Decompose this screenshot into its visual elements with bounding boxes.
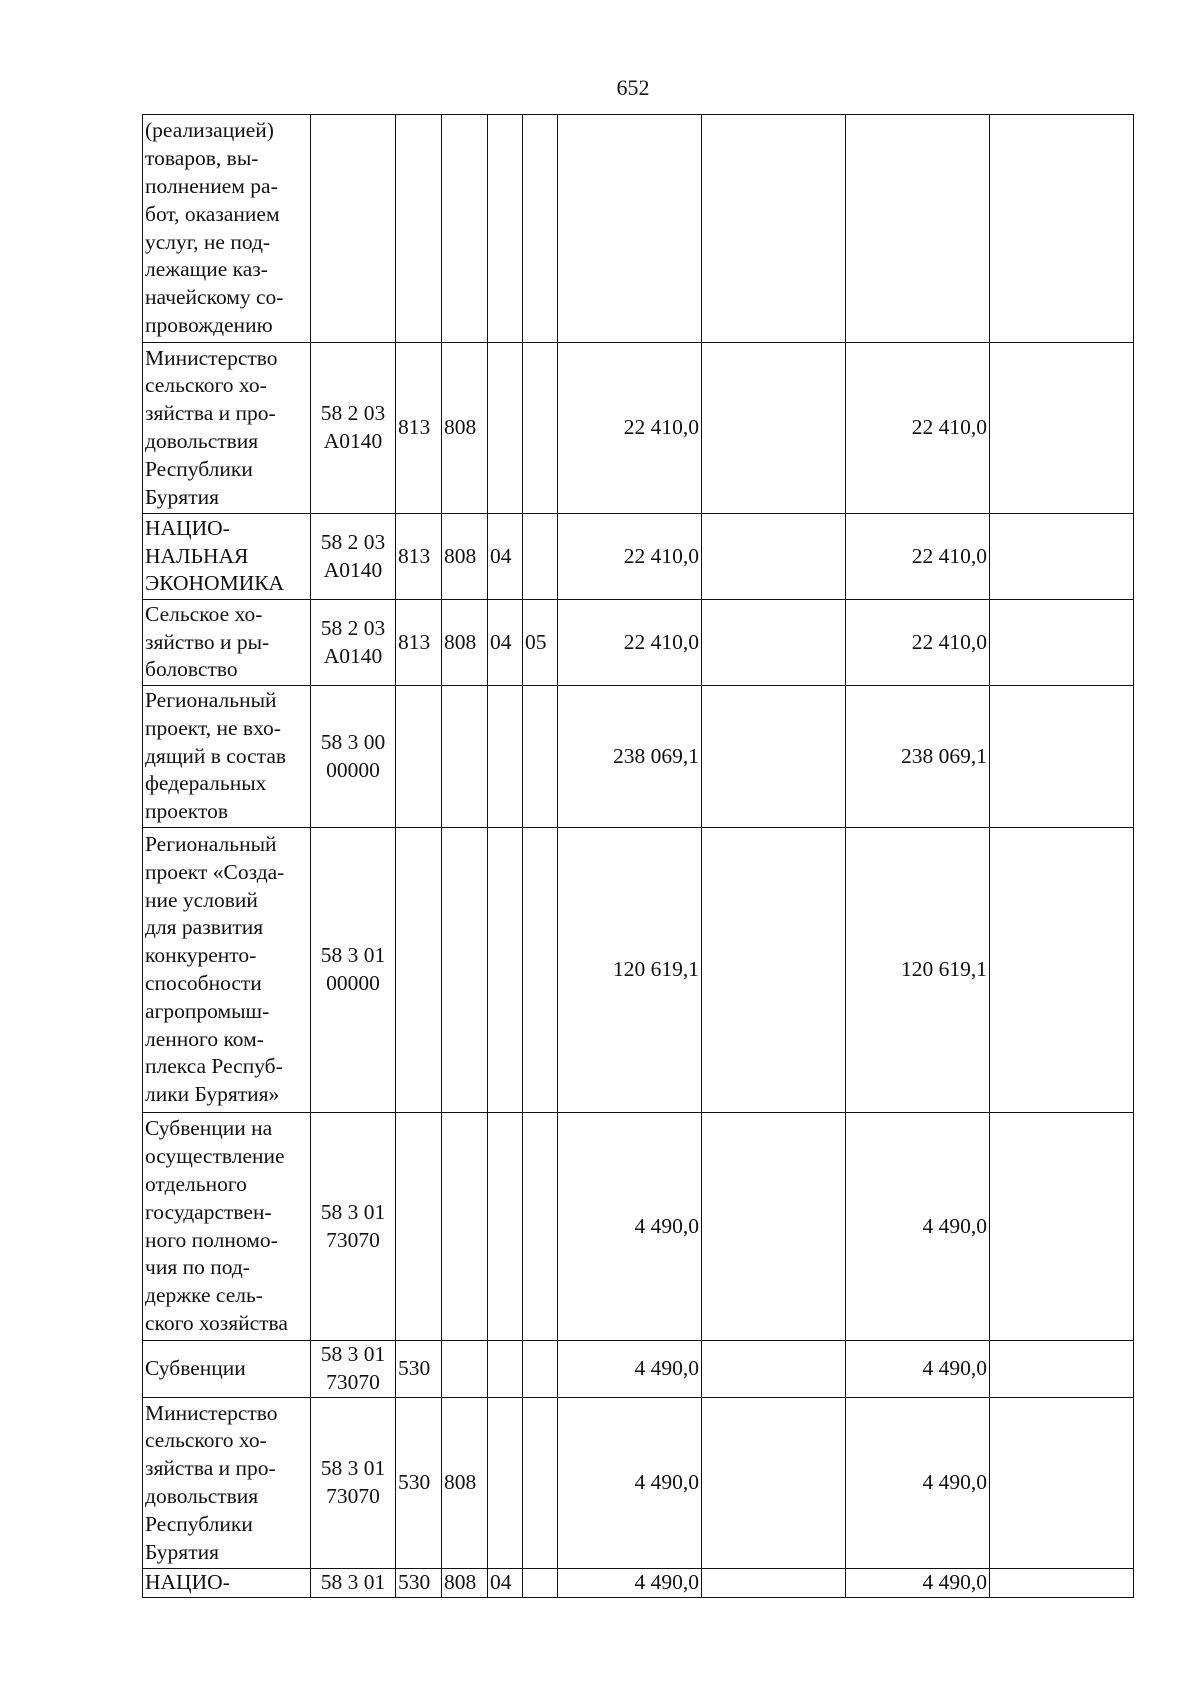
cell-target-code: 58 3 01 00000 — [311, 828, 396, 1113]
cell-sum-1: 22 410,0 — [558, 514, 702, 600]
cell-sum-1: 4 490,0 — [558, 1341, 702, 1398]
cell-sum-4 — [990, 828, 1134, 1113]
cell-vr: 530 — [396, 1341, 442, 1398]
table-row — [143, 1113, 1134, 1341]
cell-sum-1: 22 410,0 — [558, 600, 702, 686]
cell-rz: 04 — [488, 1569, 523, 1598]
table-row — [143, 600, 1134, 686]
cell-sum-3: 120 619,1 — [846, 828, 990, 1113]
cell-vr: 530 — [396, 1569, 442, 1598]
cell-name: Министерство сельского хо- зяйства и про- довольствия Республики Бурятия — [143, 343, 311, 514]
cell-grbs: 808 — [442, 1398, 488, 1569]
cell-vr: 530 — [396, 1398, 442, 1569]
cell-sum-4 — [990, 343, 1134, 514]
cell-name: НАЦИО- — [143, 1569, 311, 1598]
cell-vr: 813 — [396, 514, 442, 600]
cell-sum-2 — [702, 115, 846, 343]
cell-grbs: 808 — [442, 514, 488, 600]
cell-vr: 813 — [396, 343, 442, 514]
cell-sum-4 — [990, 1341, 1134, 1398]
cell-sum-4 — [990, 514, 1134, 600]
cell-grbs — [442, 686, 488, 828]
table-row — [143, 115, 1134, 343]
cell-grbs: 808 — [442, 600, 488, 686]
table-row — [143, 686, 1134, 828]
cell-pr — [523, 828, 558, 1113]
cell-name: НАЦИО- НАЛЬНАЯ ЭКОНОМИКА — [143, 514, 311, 600]
cell-sum-1: 4 490,0 — [558, 1113, 702, 1341]
cell-name: Субвенции на осуществление отдельного государствен- ного полномо- чия по под- держке сель- ского хозяйства — [143, 1113, 311, 1341]
cell-sum-3: 22 410,0 — [846, 600, 990, 686]
cell-sum-2 — [702, 1113, 846, 1341]
cell-sum-2 — [702, 828, 846, 1113]
cell-name: Министерство сельского хо- зяйства и про- довольствия Республики Бурятия — [143, 1398, 311, 1569]
cell-sum-2 — [702, 1398, 846, 1569]
cell-pr — [523, 343, 558, 514]
cell-vr — [396, 828, 442, 1113]
cell-sum-4 — [990, 1113, 1134, 1341]
cell-sum-1: 4 490,0 — [558, 1398, 702, 1569]
cell-sum-4 — [990, 1569, 1134, 1598]
cell-sum-2 — [702, 1341, 846, 1398]
cell-pr — [523, 514, 558, 600]
cell-sum-3: 4 490,0 — [846, 1398, 990, 1569]
cell-target-code: 58 3 01 73070 — [311, 1341, 396, 1398]
cell-sum-3: 238 069,1 — [846, 686, 990, 828]
cell-vr: 813 — [396, 600, 442, 686]
cell-sum-1 — [558, 115, 702, 343]
cell-sum-1: 22 410,0 — [558, 343, 702, 514]
cell-rz — [488, 1113, 523, 1341]
cell-rz: 04 — [488, 600, 523, 686]
cell-pr — [523, 1398, 558, 1569]
cell-name: Региональный проект, не вхо- дящий в состав федеральных проектов — [143, 686, 311, 828]
cell-rz: 04 — [488, 514, 523, 600]
cell-sum-3: 4 490,0 — [846, 1569, 990, 1598]
cell-pr — [523, 1569, 558, 1598]
cell-sum-1: 120 619,1 — [558, 828, 702, 1113]
cell-rz — [488, 686, 523, 828]
cell-sum-3: 4 490,0 — [846, 1341, 990, 1398]
cell-vr — [396, 686, 442, 828]
cell-sum-3: 4 490,0 — [846, 1113, 990, 1341]
cell-vr — [396, 115, 442, 343]
page-number: 652 — [616, 75, 650, 100]
cell-pr — [523, 686, 558, 828]
cell-pr: 05 — [523, 600, 558, 686]
cell-sum-4 — [990, 115, 1134, 343]
budget-table — [142, 114, 1134, 1598]
cell-name: Субвенции — [143, 1341, 311, 1398]
cell-target-code — [311, 115, 396, 343]
cell-grbs — [442, 1113, 488, 1341]
cell-grbs — [442, 828, 488, 1113]
cell-sum-2 — [702, 1569, 846, 1598]
cell-name: Региональный проект «Созда- ние условий для развития конкуренто- способности агропромыш- ленного ком- плекса Респуб- лики Бурятия» — [143, 828, 311, 1113]
cell-grbs: 808 — [442, 343, 488, 514]
cell-rz — [488, 115, 523, 343]
cell-sum-2 — [702, 343, 846, 514]
cell-sum-1: 4 490,0 — [558, 1569, 702, 1598]
cell-target-code: 58 3 00 00000 — [311, 686, 396, 828]
cell-rz — [488, 1398, 523, 1569]
cell-name: (реализацией) товаров, вы- полнением ра- бот, оказанием услуг, не под- лежащие каз- начейскому со- провождению — [143, 115, 311, 343]
cell-grbs — [442, 115, 488, 343]
cell-pr — [523, 1113, 558, 1341]
cell-target-code: 58 3 01 — [311, 1569, 396, 1598]
cell-target-code: 58 3 01 73070 — [311, 1398, 396, 1569]
cell-target-code: 58 2 03 А0140 — [311, 343, 396, 514]
cell-sum-1: 238 069,1 — [558, 686, 702, 828]
cell-rz — [488, 343, 523, 514]
table-row — [143, 1398, 1134, 1569]
cell-grbs — [442, 1341, 488, 1398]
table-row — [143, 343, 1134, 514]
cell-grbs: 808 — [442, 1569, 488, 1598]
table-row — [143, 828, 1134, 1113]
cell-pr — [523, 115, 558, 343]
cell-target-code: 58 3 01 73070 — [311, 1113, 396, 1341]
cell-sum-3: 22 410,0 — [846, 514, 990, 600]
cell-sum-3: 22 410,0 — [846, 343, 990, 514]
cell-sum-2 — [702, 686, 846, 828]
table-row — [143, 1569, 1134, 1598]
cell-name: Сельское хо- зяйство и ры- боловство — [143, 600, 311, 686]
cell-sum-4 — [990, 686, 1134, 828]
cell-sum-3 — [846, 115, 990, 343]
cell-sum-2 — [702, 600, 846, 686]
cell-pr — [523, 1341, 558, 1398]
cell-target-code: 58 2 03 А0140 — [311, 514, 396, 600]
cell-sum-2 — [702, 514, 846, 600]
table-row — [143, 514, 1134, 600]
cell-rz — [488, 828, 523, 1113]
cell-rz — [488, 1341, 523, 1398]
cell-sum-4 — [990, 1398, 1134, 1569]
cell-vr — [396, 1113, 442, 1341]
table-row — [143, 1341, 1134, 1398]
cell-sum-4 — [990, 600, 1134, 686]
cell-target-code: 58 2 03 А0140 — [311, 600, 396, 686]
